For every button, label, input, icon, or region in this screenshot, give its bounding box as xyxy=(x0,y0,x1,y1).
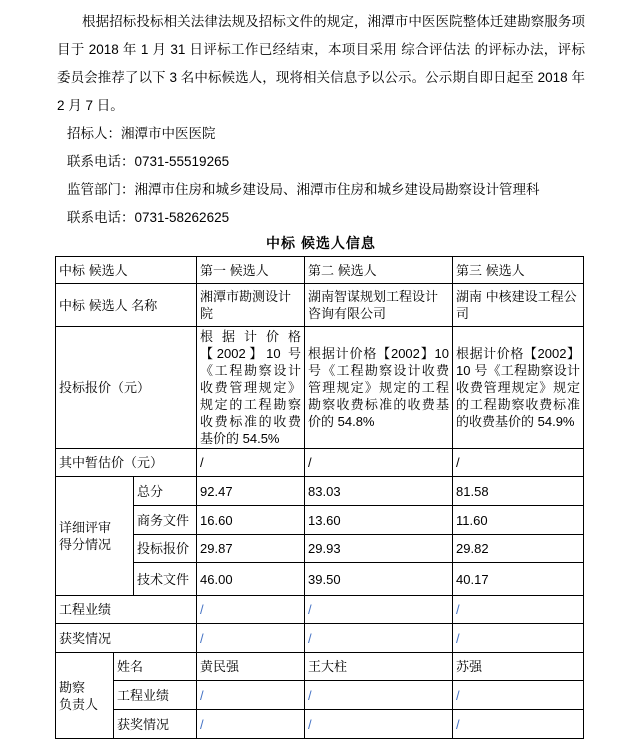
cell-value: 根据计价格【2002】10 号《工程勘察设计收费管理规定》规定的工程勘察收费标准的收费基价的 54.5% xyxy=(197,327,305,449)
cell-value: / xyxy=(305,681,453,710)
intro-paragraph: 根据招标投标相关法律法规及招标文件的规定，湘潭市中医医院整体迁建勘察服务项目于 2018 年 1 月 31 日评标工作已经结束，本项目采用 综合评估法 的评标办法，评标委员会推荐了以下 3 名中标候选人，现将相关信息予以公示。公示期自即日起至 2018 年 2 月 7 日。 xyxy=(57,14,585,113)
cell-value: / xyxy=(305,624,453,653)
cell-value: / xyxy=(197,596,305,624)
table-row-candidate-names xyxy=(56,284,584,327)
merged-label-review: 详细评审 得分情况 xyxy=(56,477,134,596)
sub-row-label: 总分 xyxy=(134,477,197,506)
table-row-leader-performance xyxy=(56,681,584,710)
sub-row-label: 姓名 xyxy=(114,653,197,681)
cell-value: 湖南智谋规划工程设计咨询有限公司 xyxy=(305,284,453,327)
cell-value: 39.50 xyxy=(305,563,453,596)
cell-value: / xyxy=(305,596,453,624)
cell-value: / xyxy=(453,681,584,710)
sub-row-label: 技术文件 xyxy=(134,563,197,596)
cell-value: 湘潭市勘测设计院 xyxy=(197,284,305,327)
table-row-score-price xyxy=(56,535,584,563)
info-label: 联系电话： xyxy=(67,154,135,169)
cell-value: / xyxy=(453,596,584,624)
cell-value: 王大柱 xyxy=(305,653,453,681)
row-label: 中标 候选人 名称 xyxy=(56,284,197,327)
info-line-supervisor xyxy=(57,176,585,204)
cell-value: 13.60 xyxy=(305,506,453,535)
info-line-bidder xyxy=(57,120,585,148)
cell-value: 29.82 xyxy=(453,535,584,563)
info-label: 监管部门： xyxy=(67,182,135,197)
info-label: 联系电话： xyxy=(67,210,135,225)
cell-value: / xyxy=(453,624,584,653)
table-row-awards xyxy=(56,624,584,653)
cell-value: 46.00 xyxy=(197,563,305,596)
merged-label-leader: 勘察 负责人 xyxy=(56,653,114,739)
cell-value: / xyxy=(305,710,453,739)
sub-row-label: 工程业绩 xyxy=(114,681,197,710)
sub-row-label: 投标报价 xyxy=(134,535,197,563)
row-label: 工程业绩 xyxy=(56,596,197,624)
table-row-leader-awards xyxy=(56,710,584,739)
cell-value: 92.47 xyxy=(197,477,305,506)
row-label: 其中暂估价（元） xyxy=(56,449,197,477)
sub-row-label: 获奖情况 xyxy=(114,710,197,739)
cell-value: / xyxy=(197,681,305,710)
cell-value: 湖南 中核建设工程公司 xyxy=(453,284,584,327)
col-header-third: 第三 候选人 xyxy=(453,257,584,284)
cell-value: 苏强 xyxy=(453,653,584,681)
cell-value: / xyxy=(197,449,305,477)
cell-value: 81.58 xyxy=(453,477,584,506)
table-row-score-technical xyxy=(56,563,584,596)
col-header-first: 第一 候选人 xyxy=(197,257,305,284)
cell-value: 16.60 xyxy=(197,506,305,535)
table-row-performance xyxy=(56,596,584,624)
table-row-leader-name xyxy=(56,653,584,681)
section-title: 中标 候选人信息 xyxy=(266,235,376,251)
cell-value: / xyxy=(197,624,305,653)
info-label: 招标人： xyxy=(67,126,121,141)
cell-value: 根据计价格【2002】10 号《工程勘察设计收费管理规定》规定的工程勘察收费标准的收费基价的 54.9% xyxy=(453,327,584,449)
candidates-table xyxy=(55,256,584,739)
table-row-score-business xyxy=(56,506,584,535)
row-label: 投标报价（元） xyxy=(56,327,197,449)
row-label: 中标 候选人 xyxy=(56,257,197,284)
cell-value: / xyxy=(197,710,305,739)
cell-value: 11.60 xyxy=(453,506,584,535)
info-value: 湘潭市住房和城乡建设局、湘潭市住房和城乡建设局勘察设计管理科 xyxy=(134,182,540,197)
table-row-header xyxy=(56,257,584,284)
sub-row-label: 商务文件 xyxy=(134,506,197,535)
cell-value: 83.03 xyxy=(305,477,453,506)
cell-value: 29.87 xyxy=(197,535,305,563)
row-label: 获奖情况 xyxy=(56,624,197,653)
info-value: 0731-58262625 xyxy=(134,210,230,225)
cell-value: / xyxy=(305,449,453,477)
info-value: 0731-55519265 xyxy=(134,154,230,169)
cell-value: 29.93 xyxy=(305,535,453,563)
cell-value: 40.17 xyxy=(453,563,584,596)
cell-value: / xyxy=(453,710,584,739)
cell-value: / xyxy=(453,449,584,477)
info-line-phone-2 xyxy=(57,204,585,232)
table-row-bid-price xyxy=(56,327,584,449)
col-header-second: 第二 候选人 xyxy=(305,257,453,284)
table-row-estimate xyxy=(56,449,584,477)
info-line-phone-1 xyxy=(57,148,585,176)
cell-value: 黄民强 xyxy=(197,653,305,681)
cell-value: 根据计价格【2002】10 号《工程勘察设计收费管理规定》规定的工程勘察收费标准的收费基价的 54.8% xyxy=(305,327,453,449)
info-value: 湘潭市中医医院 xyxy=(121,126,216,141)
table-row-score-total xyxy=(56,477,584,506)
